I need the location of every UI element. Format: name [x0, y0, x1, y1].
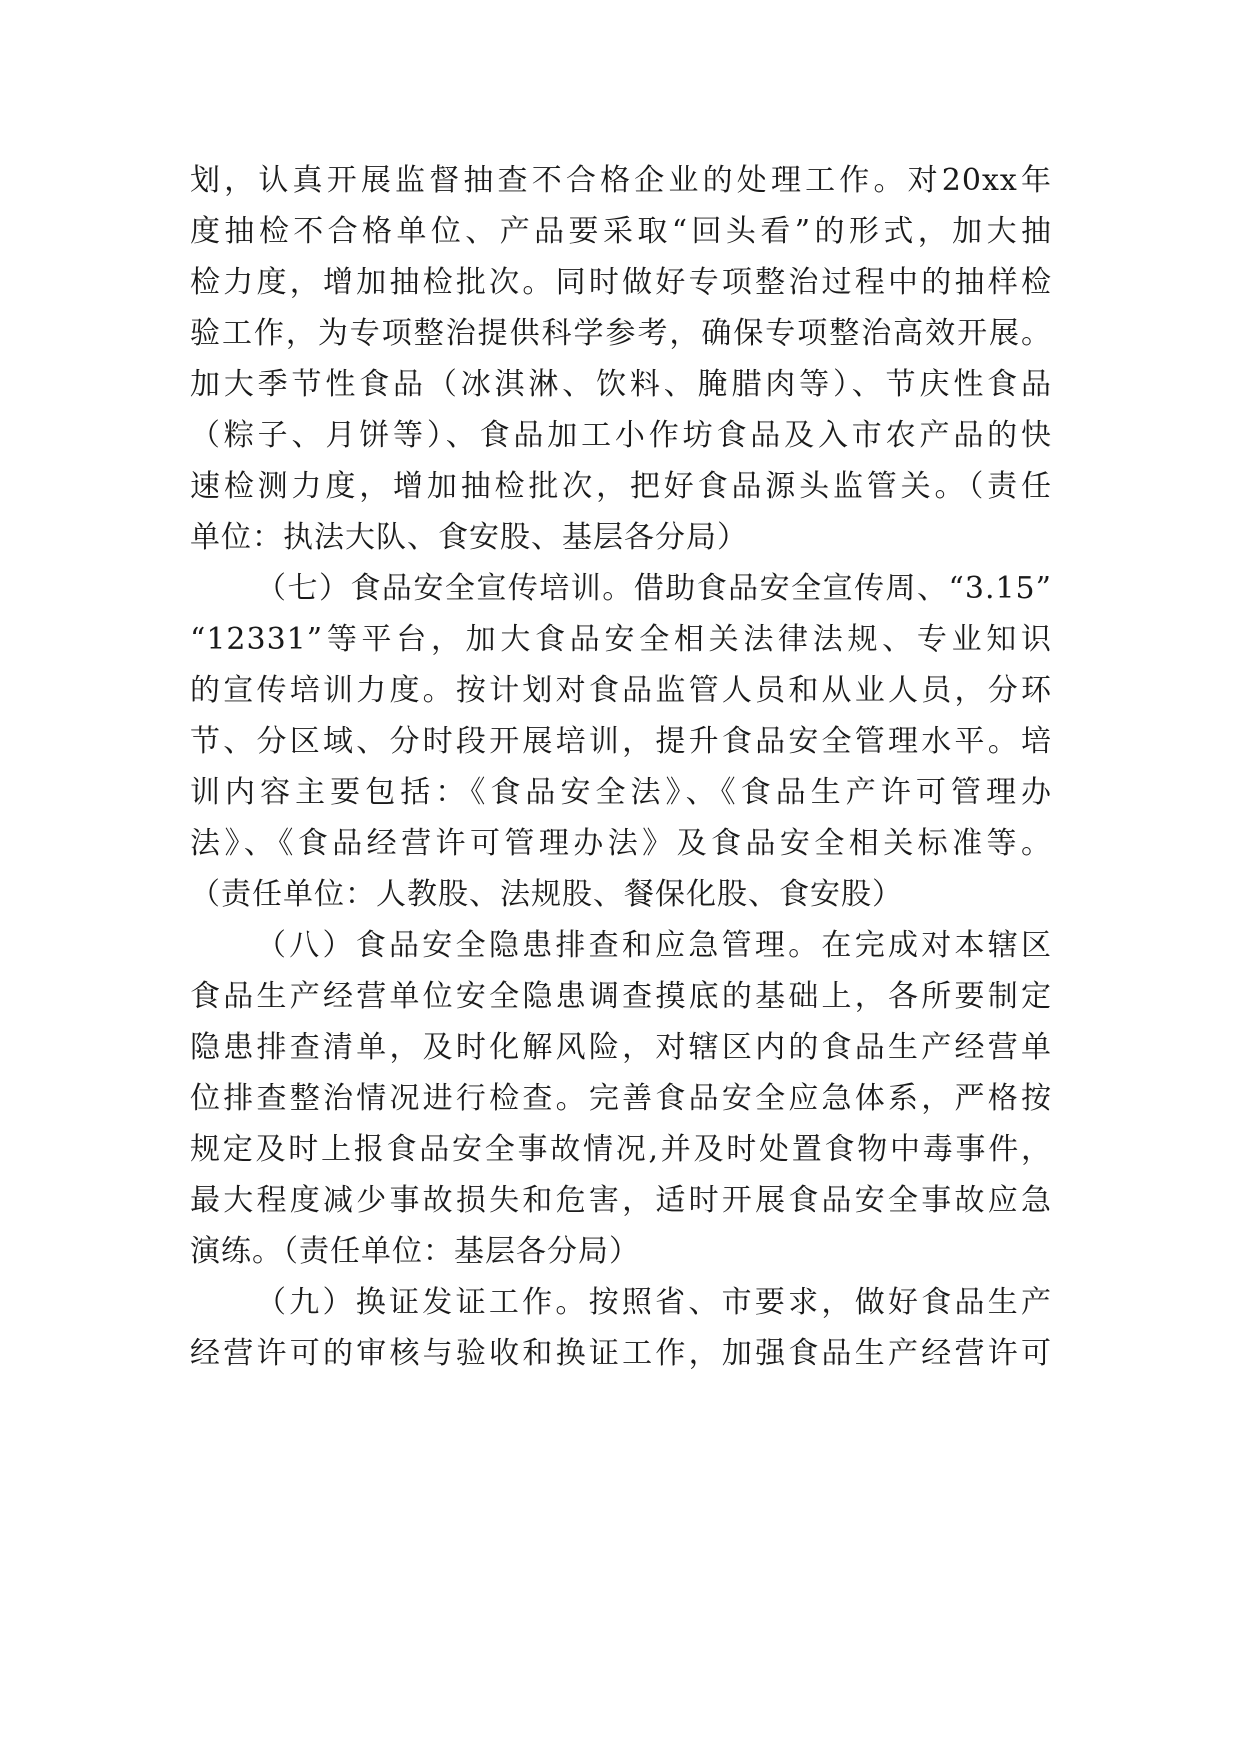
- text-line: 速检测力度，增加抽检批次，把好食品源头监管关。（责任: [190, 469, 1052, 504]
- text-line: （责任单位：人教股、法规股、餐保化股、食安股）: [190, 877, 903, 912]
- text-line: 验工作，为专项整治提供科学参考，确保专项整治高效开展。: [190, 316, 1052, 351]
- text-line: （八）食品安全隐患排查和应急管理。在完成对本辖区: [256, 928, 1052, 963]
- paragraph-section-9: [190, 1277, 1052, 1379]
- text-line: 节、分区域、分时段开展培训，提升食品安全管理水平。培: [190, 724, 1052, 759]
- text-line: “12331”等平台，加大食品安全相关法律法规、专业知识: [190, 622, 1052, 657]
- paragraph-food-sampling: [190, 155, 1052, 563]
- text-line: （九）换证发证工作。按照省、市要求，做好食品生产: [256, 1285, 1052, 1320]
- text-line: 食品生产经营单位安全隐患调查摸底的基础上，各所要制定: [190, 979, 1052, 1014]
- text-line: 加大季节性食品（冰淇淋、饮料、腌腊肉等）、节庆性食品: [190, 367, 1052, 402]
- text-line: 位排查整治情况进行检查。完善食品安全应急体系，严格按: [190, 1081, 1052, 1116]
- text-line: 训内容主要包括：《食品安全法》、《食品生产许可管理办: [190, 775, 1052, 810]
- text-line: 检力度，增加抽检批次。同时做好专项整治过程中的抽样检: [190, 265, 1052, 300]
- paragraph-section-7: [190, 563, 1052, 920]
- text-line: （七）食品安全宣传培训。借助食品安全宣传周、“3.15”: [256, 571, 1052, 606]
- text-line: 的宣传培训力度。按计划对食品监管人员和从业人员，分环: [190, 673, 1052, 708]
- text-line: 隐患排查清单，及时化解风险，对辖区内的食品生产经营单: [190, 1030, 1052, 1065]
- document-page: [190, 155, 1052, 1379]
- text-line: 单位：执法大队、食安股、基层各分局）: [190, 520, 748, 555]
- text-line: 规定及时上报食品安全事故情况,并及时处置食物中毒事件，: [190, 1132, 1052, 1167]
- paragraph-section-8: [190, 920, 1052, 1277]
- text-line: 经营许可的审核与验收和换证工作，加强食品生产经营许可: [190, 1336, 1052, 1371]
- text-line: 最大程度减少事故损失和危害，适时开展食品安全事故应急: [190, 1183, 1052, 1218]
- text-line: 法》、《食品经营许可管理办法》及食品安全相关标准等。: [190, 826, 1052, 861]
- text-line: 度抽检不合格单位、产品要采取“回头看”的形式，加大抽: [190, 214, 1052, 249]
- text-line: （粽子、月饼等）、食品加工小作坊食品及入市农产品的快: [190, 418, 1052, 453]
- text-line: 划，认真开展监督抽查不合格企业的处理工作。对20xx年: [190, 163, 1052, 198]
- text-line: 演练。（责任单位：基层各分局）: [190, 1234, 640, 1269]
